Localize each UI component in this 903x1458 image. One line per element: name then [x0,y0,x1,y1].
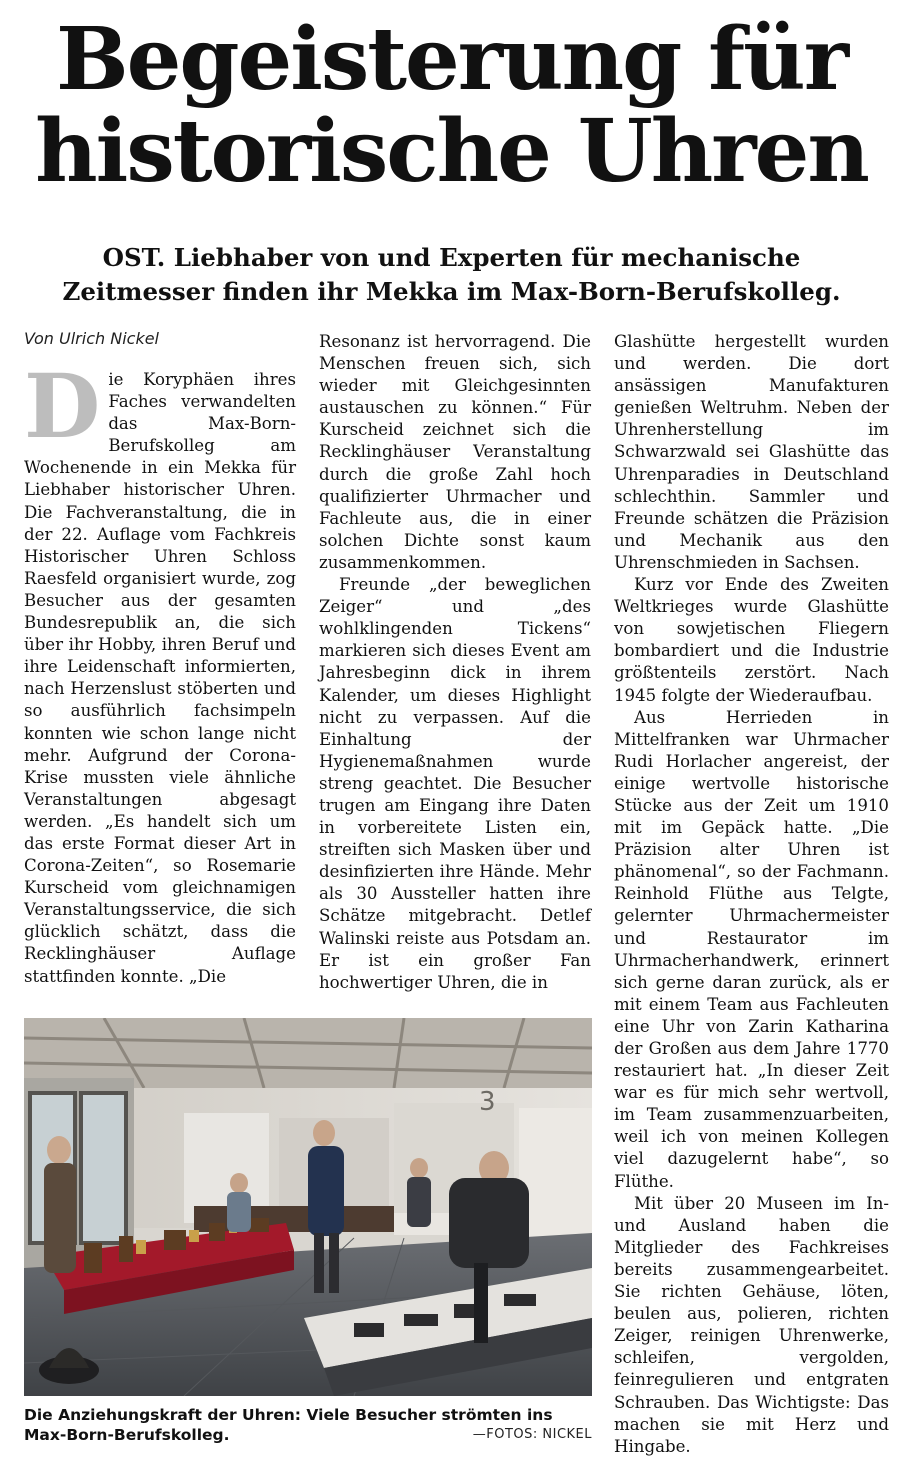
photo-credit: —FOTOS: NICKEL [472,1427,592,1442]
article-column-3 [614,331,889,1458]
article-paragraph: Freunde „der beweglichen Zeiger“ und „des wohlklingenden Tickens“ markieren sich dieses Event am Jahresbeginn dick in ihrem Kalender, um dieses Highlight nicht zu verpassen. Auf die Einhaltung der Hygienemaßnahmen wurde streng geachtet. Die Besucher trugen am Eingang ihre Daten in vorbereitete Listen ein, streiften sich Masken über und desinfizierten ihre Hände. Mehr als 30 Aussteller hatten ihre Schätze mitgebracht. Detlef Walinski reiste aus Potsdam an. Er ist ein großer Fan hochwertiger Uhren, die in [319,575,591,992]
drop-cap: D [24,354,101,458]
article-column-1 [24,354,296,988]
article-paragraph: Resonanz ist hervorragend. Die Menschen freuen sich, sich wieder mit Gleichgesinnten austauschen zu können.“ Für Kurscheid zeichnet sich die Recklinghäuser Veranstaltung durch die große Zahl hoch qualifizierter Uhrmacher und Fachleute aus, die in einer solchen Dichte sonst kaum zusammenkommen. [319,332,591,572]
subhead-line-1: OST. Liebhaber von und Experten für mechanische [102,243,801,272]
article-column-2 [319,331,591,994]
byline: Von Ulrich Nickel [24,329,159,348]
article-paragraph: Mit über 20 Museen im In- und Ausland haben die Mitglieder des Fachkreises bereits zusammengearbeitet. Sie richten Gehäuse, löten, beulen aus, polieren, richten Zeiger, reinigen Uhrenwerke, schleifen, vergolden, feinregulieren und entgraten Schrauben. Das Wichtigste: Das machen sie mit Herz und Hingabe. [614,1193,889,1456]
article-paragraph: Aus Herrieden in Mittelfranken war Uhrmacher Rudi Horlacher angereist, der einige wertvolle historische Stücke aus der Zeit um 1910 mit im Gepäck hatte. „Die Präzision alter Uhren ist phänomenal“, so der Fachmann. Reinhold Flüthe aus Telgte, gelernter Uhrmachermeister und Restaurator im Uhrmacherhandwerk, erinnert sich gerne daran zurück, als er mit einem Team aus Fachleuten eine Uhr von Zarin Katharina der Großen aus dem Jahre 1770 restauriert hat. „In dieser Zeit war es für mich sehr wertvoll, im Team zusammenzuarbeiten, weil ich von meinen Kollegen viel dazugelernt habe“, so Flüthe. [614,707,889,1191]
photo-caption: Die Anziehungskraft der Uhren: Viele Besucher strömten ins Max-Born-Berufskolleg. [24,1406,553,1444]
subhead-line-2: Zeitmesser finden ihr Mekka im Max-Born-Berufskolleg. [62,277,841,306]
article-photo [24,1018,592,1396]
article-text: ie Koryphäen ihres Faches verwandelten das Max-Born-Berufskolleg am Wochenende in ein Mekka für Liebhaber historischer Uhren. Die Fachveranstaltung, die in der 22. Auflage vom Fachkreis Historischer Uhren Schloss Raesfeld organisiert wurde, zog Besucher aus der gesamten Bundesrepublik an, die sich über ihr Hobby, ihren Beruf und ihre Leidenschaft informierten, nach Herzenslust stöberten und so ausführlich fachsimpeln konnten wie schon lange nicht mehr. Aufgrund der Corona-Krise mussten viele ähnliche Veranstaltungen abgesagt werden. „Es handelt sich um das erste Format dieser Art in Corona-Zeiten“, so Rosemarie Kurscheid vom gleichnamigen Veranstaltungsservice, die sich glücklich schätzt, dass die Recklinghäuser Auflage stattfinden konnte. „Die [24,370,296,986]
headline [0,9,903,202]
article-paragraph: Glashütte hergestellt wurden und werden. Die dort ansässigen Manufakturen genießen Weltruhm. Neben der Uhrenherstellung im Schwarzwald sei Glashütte das Uhrenparadies in Deutschland schlechthin. Sammler und Freunde schätzen die Präzision und Mechanik aus den Uhrenschmieden in Sachsen. [614,332,889,572]
headline-line-2: historische Uhren [35,101,868,202]
exhibition-hall-photo [24,1018,592,1396]
subheadline [0,241,903,309]
article-paragraph [24,354,296,988]
headline-line-1: Begeisterung für [55,9,848,110]
article-paragraph: Kurz vor Ende des Zweiten Weltkrieges wurde Glashütte von sowjetischen Fliegern bombardiert und die Industrie größtenteils zerstört. Nach 1945 folgte der Wiederaufbau. [614,575,889,705]
wall-number: 3 [479,1087,496,1117]
